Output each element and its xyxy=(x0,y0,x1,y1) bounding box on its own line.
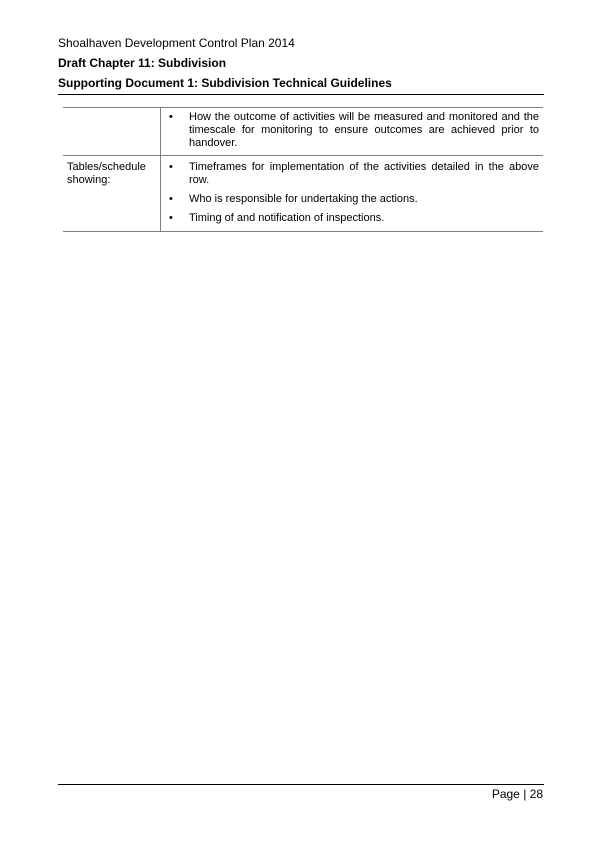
list-item-text: Who is responsible for undertaking the actions. xyxy=(189,193,418,205)
list-item xyxy=(169,161,539,187)
bullet-icon: • xyxy=(169,193,173,205)
row-label xyxy=(63,108,161,156)
table-row xyxy=(63,156,543,232)
plan-title: Shoalhaven Development Control Plan 2014 xyxy=(58,36,295,50)
document-title: Supporting Document 1: Subdivision Technical Guidelines xyxy=(58,76,392,90)
list-item-text: Timing of and notification of inspections. xyxy=(189,212,385,224)
bullet-list xyxy=(169,161,539,225)
list-item-text: Timeframes for implementation of the activities detailed in the above row. xyxy=(189,161,539,186)
list-item xyxy=(169,111,539,150)
bullet-list xyxy=(169,111,539,150)
chapter-title: Draft Chapter 11: Subdivision xyxy=(58,56,227,70)
bullet-icon: • xyxy=(169,111,173,123)
table-row xyxy=(63,108,543,156)
row-content xyxy=(161,108,544,156)
row-label: Tables/schedule showing: xyxy=(63,156,161,232)
bullet-icon: • xyxy=(169,161,173,173)
guidelines-table xyxy=(63,107,543,232)
page-number: Page | 28 xyxy=(491,787,543,801)
footer-divider xyxy=(58,784,544,785)
list-item-text: How the outcome of activities will be measured and monitored and the timescale for monitoring to ensure outcomes are achieved prior to handover. xyxy=(189,111,539,149)
bullet-icon: • xyxy=(169,212,173,224)
page-header xyxy=(58,36,544,96)
header-divider xyxy=(58,94,544,95)
list-item xyxy=(169,193,539,206)
row-content xyxy=(161,156,544,232)
list-item xyxy=(169,212,539,225)
